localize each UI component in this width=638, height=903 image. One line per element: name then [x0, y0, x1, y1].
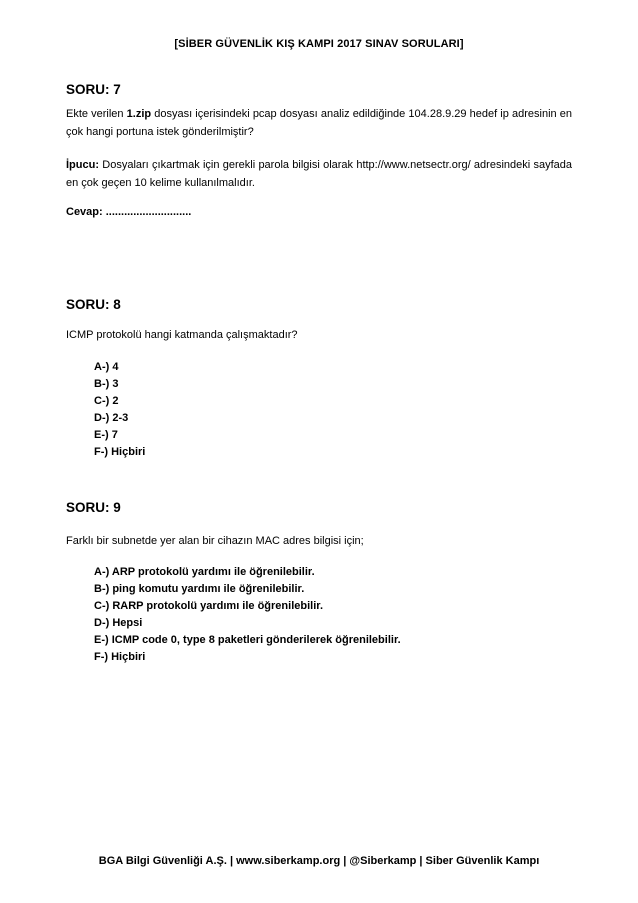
question-8-title: SORU: 8: [66, 297, 121, 312]
question-9-title: SORU: 9: [66, 500, 121, 515]
question-9-option-d: D-) Hepsi: [94, 617, 143, 629]
question-9-option-f: F-) Hiçbiri: [94, 651, 146, 663]
question-9-text: Farklı bir subnetde yer alan bir cihazın MAC adres bilgisi için;: [66, 535, 364, 547]
question-8-option-b: B-) 3: [94, 378, 119, 390]
question-8-text: ICMP protokolü hangi katmanda çalışmaktadır?: [66, 329, 298, 341]
question-7-answer-line: Cevap: ............................: [66, 206, 192, 218]
question-7-text-pre: Ekte verilen: [66, 108, 127, 120]
question-9-option-c: C-) RARP protokolü yardımı ile öğrenilebilir.: [94, 600, 323, 612]
question-9-options: [94, 564, 401, 666]
question-7-title: SORU: 7: [66, 82, 121, 97]
question-8-option-e: E-) 7: [94, 429, 118, 441]
question-8-option-c: C-) 2: [94, 395, 119, 407]
question-7-hint-text: Dosyaları çıkartmak için gerekli parola bilgisi olarak http://www.netsectr.org/ adresindeki sayfada en çok geçen 10 kelime kullanılmalıdır.: [66, 159, 572, 189]
question-8-option-a: A-) 4: [94, 361, 119, 373]
page-header: [SİBER GÜVENLİK KIŞ KAMPI 2017 SINAV SORULARI]: [174, 38, 464, 50]
question-8-options: [94, 359, 145, 461]
question-7-text: [66, 105, 572, 141]
question-8-option-d: D-) 2-3: [94, 412, 129, 424]
question-8-option-f: F-) Hiçbiri: [94, 446, 146, 458]
question-7-text-post: dosyası içerisindeki pcap dosyası analiz edildiğinde 104.28.9.29 hedef ip adresinin en çok hangi portuna istek gönderilmiştir?: [66, 108, 572, 138]
question-7-hint-label: İpucu:: [66, 159, 99, 171]
page-footer: BGA Bilgi Güvenliği A.Ş. | www.siberkamp.org | @Siberkamp | Siber Güvenlik Kampı: [98, 855, 540, 867]
question-7-filename: 1.zip: [126, 108, 152, 120]
question-9-option-a: A-) ARP protokolü yardımı ile öğrenilebilir.: [94, 566, 315, 578]
question-7-hint: [66, 156, 572, 192]
question-9-option-b: B-) ping komutu yardımı ile öğrenilebilir.: [94, 583, 305, 595]
question-9-option-e: E-) ICMP code 0, type 8 paketleri gönderilerek öğrenilebilir.: [94, 634, 401, 646]
